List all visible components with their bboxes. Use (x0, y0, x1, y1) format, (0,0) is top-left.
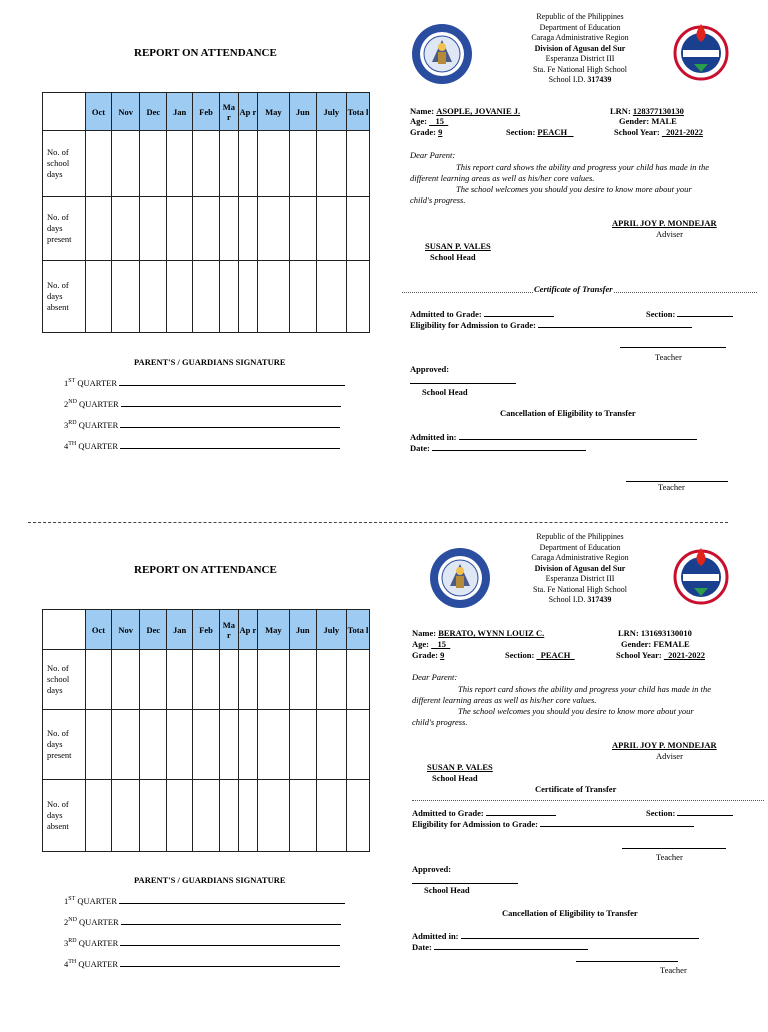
month-header: May (257, 93, 289, 131)
header-district: Esperanza District III (545, 54, 615, 63)
cell[interactable] (257, 261, 289, 333)
cell[interactable] (347, 710, 370, 780)
month-header: Nov (111, 93, 140, 131)
teacher-label: Teacher (655, 352, 682, 362)
message-line-3: The school welcomes you should you desire to know more about your (456, 184, 692, 194)
cell[interactable] (257, 780, 289, 852)
teacher-label-2: Teacher (660, 965, 687, 975)
month-header: Dec (140, 610, 167, 650)
dear-parent: Dear Parent: (410, 150, 456, 160)
cell[interactable] (289, 710, 316, 780)
approved-head-label: School Head (422, 387, 468, 397)
deped-seal-icon (410, 22, 474, 86)
cell[interactable] (257, 710, 289, 780)
report-card-1 (0, 0, 768, 512)
attendance-title: REPORT ON ATTENDANCE (134, 47, 277, 59)
cancellation-title: Cancellation of Eligibility to Transfer (502, 908, 638, 918)
adviser-label: Adviser (656, 229, 683, 239)
cell[interactable] (289, 197, 316, 261)
cell[interactable] (316, 131, 346, 197)
month-header: Jun (289, 610, 316, 650)
message-line-1: This report card shows the ability and progress your child has made in the (456, 162, 710, 172)
cell[interactable] (347, 197, 370, 261)
approved-label: Approved: (412, 864, 452, 874)
lrn-field: LRN: 128377130130 (610, 106, 684, 116)
cell[interactable] (316, 710, 346, 780)
admitted-grade-field[interactable]: Admitted to Grade: (410, 309, 554, 319)
header-school: Sta. Fe National High School (533, 584, 627, 594)
header-region: Caraga Administrative Region (531, 33, 629, 42)
header-school: Sta. Fe National High School (533, 64, 627, 74)
month-header: Jan (167, 93, 193, 131)
name-field: Name: BERATO, WYNN LOUIZ C. (412, 628, 545, 638)
header-school-id: School I.D. 317439 (548, 595, 612, 604)
cell[interactable] (111, 131, 140, 197)
message-line-2: different learning areas as well as his/her core values. (412, 695, 597, 705)
cell[interactable] (193, 131, 220, 197)
row-label: No. of days present (43, 710, 86, 780)
cell[interactable] (219, 131, 238, 197)
cell[interactable] (140, 780, 167, 852)
message-line-4: child's progress. (412, 717, 468, 727)
cell[interactable] (316, 197, 346, 261)
cell[interactable] (167, 780, 193, 852)
header-division: Division of Agusan del Sur (534, 563, 626, 573)
signature-title: PARENT'S / GUARDIANS SIGNATURE (134, 875, 286, 885)
attendance-table (42, 609, 370, 852)
month-header: Ap r (238, 93, 257, 131)
cell[interactable] (238, 780, 257, 852)
cancellation-title: Cancellation of Eligibility to Transfer (500, 408, 636, 418)
quarter-line-4[interactable]: 4TH QUARTER (64, 441, 340, 451)
section-field: Section: PEACH (506, 127, 568, 137)
admitted-grade-field[interactable]: Admitted to Grade: (412, 808, 556, 818)
month-header: Tota l (347, 93, 370, 131)
cell[interactable] (86, 650, 112, 710)
header-country: Republic of the Philippines (536, 532, 624, 541)
month-header: Ma r (219, 610, 238, 650)
cell[interactable] (86, 131, 112, 197)
row-label: No. of days absent (43, 261, 86, 333)
approved-label: Approved: (410, 364, 450, 374)
cell[interactable] (257, 131, 289, 197)
header-division: Division of Agusan del Sur (534, 43, 626, 53)
quarter-line-2[interactable]: 2ND QUARTER (64, 917, 341, 927)
cell[interactable] (193, 780, 220, 852)
eligibility-field[interactable]: Eligibility for Admission to Grade: (412, 819, 694, 829)
gender-field: Gender: MALE (619, 116, 677, 126)
table-corner (43, 93, 86, 131)
date-field[interactable]: Date: (410, 443, 586, 453)
certificate-title: Certificate of Transfer (535, 784, 617, 794)
approved-sign-line[interactable] (410, 383, 516, 384)
message-line-4: child's progress. (410, 195, 466, 205)
school-head-name: SUSAN P. VALES (425, 241, 491, 251)
section-blank-field[interactable]: Section: (646, 309, 733, 319)
month-header: July (316, 93, 346, 131)
school-head-name: SUSAN P. VALES (427, 762, 493, 772)
cell[interactable] (238, 131, 257, 197)
cell[interactable] (219, 710, 238, 780)
attendance-table (42, 92, 370, 333)
dear-parent: Dear Parent: (412, 672, 458, 682)
month-header: Jun (289, 93, 316, 131)
cell[interactable] (289, 131, 316, 197)
table-corner (43, 610, 86, 650)
message-line-1: This report card shows the ability and progress your child has made in the (458, 684, 712, 694)
date-field[interactable]: Date: (412, 942, 588, 952)
header-dept: Department of Education (539, 22, 621, 32)
school-logo-icon (668, 542, 734, 608)
cell[interactable] (167, 650, 193, 710)
month-header: Oct (86, 93, 112, 131)
quarter-line-2[interactable]: 2ND QUARTER (64, 399, 341, 409)
school-year-field: School Year: 2021-2022 (616, 650, 705, 660)
month-header: Dec (140, 93, 167, 131)
cell[interactable] (238, 710, 257, 780)
cell[interactable] (238, 261, 257, 333)
adviser-label: Adviser (656, 751, 683, 761)
cell[interactable] (238, 650, 257, 710)
month-header: Ma r (219, 93, 238, 131)
row-label: No. of school days (43, 131, 86, 197)
month-header: Feb (193, 610, 220, 650)
cell[interactable] (289, 261, 316, 333)
row-label: No. of days absent (43, 780, 86, 852)
gender-field: Gender: FEMALE (621, 639, 690, 649)
cell[interactable] (316, 650, 346, 710)
quarter-line-4[interactable]: 4TH QUARTER (64, 959, 340, 969)
school-head-label: School Head (430, 252, 476, 262)
message-line-2: different learning areas as well as his/her core values. (410, 173, 595, 183)
teacher-sign-line[interactable] (622, 848, 726, 849)
cell[interactable] (140, 261, 167, 333)
cell[interactable] (193, 197, 220, 261)
cell[interactable] (347, 650, 370, 710)
cell[interactable] (111, 780, 140, 852)
month-header: Feb (193, 93, 220, 131)
cell[interactable] (347, 261, 370, 333)
teacher-label: Teacher (656, 852, 683, 862)
cell[interactable] (316, 780, 346, 852)
attendance-title: REPORT ON ATTENDANCE (134, 564, 277, 576)
cell[interactable] (289, 780, 316, 852)
cell[interactable] (140, 710, 167, 780)
cell[interactable] (289, 650, 316, 710)
cell[interactable] (167, 197, 193, 261)
month-header: July (316, 610, 346, 650)
signature-title: PARENT'S / GUARDIANS SIGNATURE (134, 357, 286, 367)
cell[interactable] (347, 131, 370, 197)
cell[interactable] (86, 197, 112, 261)
cell[interactable] (167, 261, 193, 333)
admitted-in-field[interactable]: Admitted in: (410, 432, 697, 442)
age-field: Age: 15 (410, 116, 444, 126)
teacher-sign-line-2[interactable] (576, 961, 678, 962)
header-district: Esperanza District III (545, 574, 615, 583)
month-header: Jan (167, 610, 193, 650)
school-year-field: School Year: 2021-2022 (614, 127, 703, 137)
cell[interactable] (140, 650, 167, 710)
grade-field: Grade: 9 (410, 127, 443, 137)
quarter-line-1[interactable]: 1ST QUARTER (64, 378, 345, 388)
admitted-in-field[interactable]: Admitted in: (412, 931, 699, 941)
row-label: No. of school days (43, 650, 86, 710)
month-header: Oct (86, 610, 112, 650)
cell[interactable] (111, 650, 140, 710)
cell[interactable] (193, 650, 220, 710)
cell[interactable] (219, 780, 238, 852)
header-region: Caraga Administrative Region (531, 553, 629, 562)
quarter-line-3[interactable]: 3RD QUARTER (64, 938, 340, 948)
school-header (500, 12, 660, 86)
name-field: Name: ASOPLE, JOVANIE J. (410, 106, 521, 116)
cell[interactable] (86, 261, 112, 333)
cell[interactable] (167, 131, 193, 197)
cell[interactable] (219, 650, 238, 710)
lrn-field: LRN: 131693130010 (618, 628, 692, 638)
deped-seal-icon (428, 546, 492, 610)
divider (412, 800, 764, 801)
teacher-sign-line[interactable] (620, 347, 726, 348)
cell[interactable] (219, 261, 238, 333)
cell[interactable] (86, 780, 112, 852)
school-header (500, 532, 660, 606)
row-label: No. of days present (43, 197, 86, 261)
section-field: Section: PEACH (505, 650, 571, 660)
approved-head-label: School Head (424, 885, 470, 895)
cell[interactable] (316, 261, 346, 333)
cell[interactable] (140, 131, 167, 197)
month-header: Ap r (238, 610, 257, 650)
cell[interactable] (111, 710, 140, 780)
month-header: Nov (111, 610, 140, 650)
month-header: May (257, 610, 289, 650)
teacher-label-2: Teacher (658, 482, 685, 492)
cell[interactable] (238, 197, 257, 261)
school-head-label: School Head (432, 773, 478, 783)
cell[interactable] (111, 197, 140, 261)
adviser-name: APRIL JOY P. MONDEJAR (612, 218, 717, 228)
adviser-name: APRIL JOY P. MONDEJAR (612, 740, 717, 750)
certificate-title: Certificate of Transfer (534, 284, 613, 294)
grade-field: Grade: 9 (412, 650, 445, 660)
cell[interactable] (193, 710, 220, 780)
cell[interactable] (257, 650, 289, 710)
message-line-3: The school welcomes you should you desire to know more about your (458, 706, 694, 716)
cell[interactable] (140, 197, 167, 261)
header-country: Republic of the Philippines (536, 12, 624, 21)
cell[interactable] (257, 197, 289, 261)
quarter-line-1[interactable]: 1ST QUARTER (64, 896, 345, 906)
cell[interactable] (193, 261, 220, 333)
quarter-line-3[interactable]: 3RD QUARTER (64, 420, 340, 430)
header-school-id: School I.D. 317439 (548, 75, 612, 84)
approved-sign-line[interactable] (412, 883, 518, 884)
age-field: Age: 15 (412, 639, 446, 649)
cell[interactable] (111, 261, 140, 333)
month-header: Tota l (347, 610, 370, 650)
cell[interactable] (219, 197, 238, 261)
report-card-2 (0, 520, 768, 1032)
school-logo-icon (668, 18, 734, 84)
eligibility-field[interactable]: Eligibility for Admission to Grade: (410, 320, 692, 330)
section-blank-field[interactable]: Section: (646, 808, 733, 818)
cell[interactable] (167, 710, 193, 780)
cell[interactable] (347, 780, 370, 852)
header-dept: Department of Education (539, 542, 621, 552)
cell[interactable] (86, 710, 112, 780)
